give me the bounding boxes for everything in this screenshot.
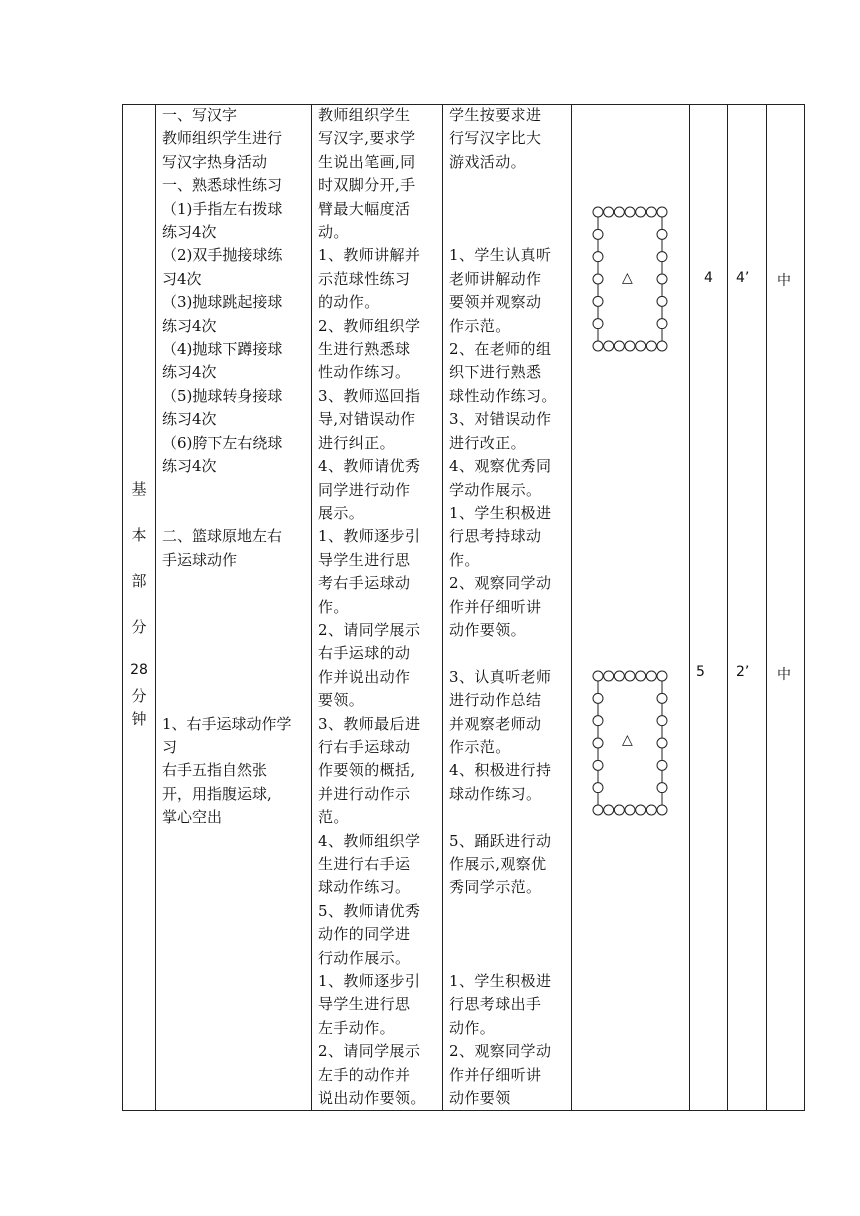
student-marker — [593, 341, 603, 351]
row2-intensity: 中 — [777, 667, 791, 683]
student-line: 并观察老师动 — [449, 714, 542, 733]
student-marker — [593, 229, 603, 239]
content-line: 一、熟悉球性练习 — [162, 176, 283, 195]
student-line: 进行动作总结 — [449, 691, 542, 710]
teacher-line: 动。 — [318, 223, 349, 242]
teacher-line: 球动作练习。 — [318, 878, 411, 897]
teacher-line: 3、教师最后进 — [318, 714, 421, 733]
student-line: 作示范。 — [449, 737, 511, 756]
teacher-line: 导学生进行思 — [318, 995, 411, 1014]
content-line — [162, 666, 308, 689]
student-line — [449, 198, 567, 221]
teacher-line: 1、教师逐步引 — [318, 972, 421, 991]
content-line: 掌心空出 — [162, 808, 223, 827]
content-line: （2)双手抛接球练 — [162, 246, 283, 265]
student-line — [449, 947, 567, 970]
content-line: 练习4次 — [162, 223, 217, 242]
student-line: 要领并观察动 — [449, 293, 542, 312]
teacher-line: 臂最大幅度活 — [318, 199, 411, 218]
content-line: 习4次 — [162, 269, 202, 288]
student-marker — [625, 207, 635, 217]
teacher-line: 生进行右手运 — [318, 855, 411, 873]
row1-count: 4 — [704, 270, 713, 286]
teacher-line: 作。 — [318, 597, 349, 616]
teacher-line: 2、请同学展示 — [318, 620, 421, 639]
student-marker — [614, 341, 624, 351]
teacher-line: 生进行熟悉球 — [318, 340, 411, 359]
student-marker — [657, 229, 667, 239]
student-marker — [636, 805, 646, 815]
teacher-line: 左手动作。 — [318, 1018, 396, 1037]
student-line: 动作要领 — [449, 1089, 511, 1108]
student-line: 动作要领。 — [449, 620, 527, 639]
student-marker — [593, 207, 603, 217]
col-divider — [766, 104, 767, 1111]
col-divider — [727, 104, 728, 1111]
student-line: 织下进行熟悉 — [449, 363, 542, 382]
student-marker — [657, 760, 667, 770]
student-marker — [604, 207, 614, 217]
teacher-line: 5、教师请优秀 — [318, 901, 421, 920]
content-line: （3)抛球跳起接球 — [162, 293, 283, 312]
content-line: 写汉字热身活动 — [162, 152, 268, 171]
teacher-line: 写汉字,要求学 — [318, 129, 416, 148]
content-line — [162, 619, 308, 642]
student-marker — [657, 296, 667, 306]
student-line: 秀同学示范。 — [449, 878, 542, 897]
student-marker — [604, 671, 614, 681]
student-marker — [657, 716, 667, 726]
student-marker — [593, 319, 603, 329]
content-line: （4)抛球下蹲接球 — [162, 340, 283, 359]
student-line: 作并仔细听讲 — [449, 597, 542, 616]
student-line: 行思考持球动 — [449, 527, 542, 546]
student-line — [449, 923, 567, 946]
student-line: 2、在老师的组 — [449, 340, 552, 359]
student-line: 2、观察同学动 — [449, 574, 552, 593]
student-line: 4、积极进行持 — [449, 761, 552, 780]
teacher-line: 行右手运球动 — [318, 737, 411, 756]
student-line: 1、学生积极进 — [449, 503, 552, 522]
teacher-line: 作并说出动作 — [318, 667, 411, 686]
student-marker — [625, 671, 635, 681]
student-marker — [604, 805, 614, 815]
student-marker — [593, 805, 603, 815]
teacher-line: 4、教师组织学 — [318, 831, 421, 850]
student-line: 1、学生积极进 — [449, 972, 552, 991]
section-char: 基 — [131, 480, 147, 498]
student-marker — [646, 805, 656, 815]
teacher-line: 示范球性练习 — [318, 269, 411, 288]
student-line: 3、认真听老师 — [449, 667, 552, 686]
student-marker — [593, 274, 603, 284]
student-line: 作并仔细听讲 — [449, 1065, 542, 1084]
student-marker — [636, 341, 646, 351]
section-unit-char: 分 — [131, 687, 147, 705]
student-line: 2、观察同学动 — [449, 1042, 552, 1061]
student-marker — [636, 671, 646, 681]
teacher-line: 动作的同学进 — [318, 925, 411, 944]
content-line — [162, 689, 308, 712]
student-marker — [657, 738, 667, 748]
student-marker — [657, 252, 667, 262]
student-marker — [625, 341, 635, 351]
teacher-line: 1、教师讲解并 — [318, 246, 421, 265]
student-marker — [646, 671, 656, 681]
row1-intensity: 中 — [777, 273, 791, 289]
student-line: 作展示,观察优 — [449, 855, 547, 873]
student-marker — [593, 716, 603, 726]
student-marker — [657, 783, 667, 793]
student-line: 老师讲解动作 — [449, 269, 542, 288]
teacher-line: 并进行动作示 — [318, 784, 411, 803]
col-divider — [689, 104, 690, 1111]
student-line — [449, 174, 567, 197]
teacher-line: 范。 — [318, 808, 349, 827]
student-marker — [657, 274, 667, 284]
teacher-line: 生说出笔画,同 — [318, 152, 416, 171]
student-line: 球动作练习。 — [449, 784, 542, 803]
content-line — [162, 502, 308, 525]
row2-count: 5 — [696, 664, 705, 680]
student-marker — [593, 693, 603, 703]
teacher-line: 同学进行动作 — [318, 480, 411, 499]
content-line: 二、篮球原地左右 — [162, 527, 283, 546]
teacher-line: 左手的动作并 — [318, 1065, 411, 1084]
student-marker — [636, 207, 646, 217]
student-line: 行写汉字比大 — [449, 129, 542, 148]
student-marker — [593, 738, 603, 748]
content-line: （5)抛球转身接球 — [162, 386, 283, 405]
content-line — [162, 596, 308, 619]
col-divider — [442, 104, 443, 1111]
teacher-line: 行动作展示。 — [318, 948, 411, 967]
student-line: 行思考球出手 — [449, 995, 542, 1014]
content-line: 练习4次 — [162, 457, 217, 476]
student-line: 动作。 — [449, 1018, 496, 1037]
student-line: 游戏活动。 — [449, 152, 527, 171]
student-marker — [657, 693, 667, 703]
teacher-line: 进行纠正。 — [318, 433, 396, 452]
content-line — [162, 572, 308, 595]
col-divider — [155, 104, 156, 1111]
student-marker — [657, 207, 667, 217]
teacher-activity-column — [318, 104, 436, 1110]
student-line: 4、观察优秀同 — [449, 457, 552, 476]
teacher-line: 2、请同学展示 — [318, 1042, 421, 1061]
student-line — [449, 806, 567, 829]
section-unit-char: 钟 — [131, 710, 147, 728]
student-marker — [614, 805, 624, 815]
col-divider — [311, 104, 312, 1111]
student-line: 作。 — [449, 550, 480, 569]
col-divider — [571, 104, 572, 1111]
student-line: 1、学生认真听 — [449, 246, 552, 265]
student-marker — [625, 805, 635, 815]
teacher-line: 导,对错误动作 — [318, 410, 416, 429]
content-line: 右手五指自然张 — [162, 761, 268, 780]
diagram-teacher-mark-1: △ — [622, 270, 633, 286]
content-line: （1)手指左右拨球 — [162, 199, 283, 218]
content-line — [162, 642, 308, 665]
content-line: 练习4次 — [162, 363, 217, 382]
student-marker — [593, 671, 603, 681]
student-line: 进行改正。 — [449, 433, 527, 452]
student-marker — [593, 760, 603, 770]
student-line: 作示范。 — [449, 316, 511, 335]
teacher-line: 的动作。 — [318, 293, 380, 312]
teacher-line: 展示。 — [318, 503, 365, 522]
teacher-line: 时双脚分开,手 — [318, 176, 416, 195]
section-char: 分 — [131, 618, 147, 636]
diagram-teacher-mark-2: △ — [622, 732, 633, 748]
teacher-line: 右手运球的动 — [318, 644, 411, 663]
student-line — [449, 642, 567, 665]
row2-time: 2’ — [736, 664, 750, 680]
student-marker — [657, 671, 667, 681]
student-line: 球性动作练习。 — [449, 386, 557, 405]
student-marker — [646, 207, 656, 217]
teacher-line: 1、教师逐步引 — [318, 527, 421, 546]
student-marker — [646, 341, 656, 351]
teacher-line: 考右手运球动 — [318, 574, 411, 593]
content-line: 一、写汉字 — [162, 106, 238, 124]
content-line: （6)胯下左右绕球 — [162, 433, 283, 452]
student-marker — [604, 341, 614, 351]
teacher-line: 教师组织学生 — [318, 106, 411, 124]
student-marker — [657, 319, 667, 329]
teacher-line: 4、教师请优秀 — [318, 457, 421, 476]
content-line — [162, 479, 308, 502]
student-marker — [614, 207, 624, 217]
teacher-line: 要领。 — [318, 691, 365, 710]
student-marker — [593, 783, 603, 793]
section-label — [125, 478, 153, 731]
student-marker — [593, 296, 603, 306]
student-line — [449, 900, 567, 923]
content-line: 练习4次 — [162, 316, 217, 335]
row1-time: 4’ — [736, 270, 750, 286]
teacher-line: 作要领的概括, — [318, 761, 416, 780]
student-line: 3、对错误动作 — [449, 410, 552, 429]
student-line: 5、踊跃进行动 — [449, 831, 552, 850]
teacher-line: 2、教师组织学 — [318, 316, 421, 335]
teacher-line: 性动作练习。 — [318, 363, 411, 382]
content-line: 手运球动作 — [162, 550, 238, 569]
section-minutes: 28 — [130, 662, 148, 678]
content-line: 开，用指腹运球, — [162, 784, 272, 803]
student-line: 学动作展示。 — [449, 480, 542, 499]
student-line: 学生按要求进 — [449, 106, 542, 124]
student-marker — [657, 805, 667, 815]
student-marker — [614, 671, 624, 681]
section-char: 部 — [131, 572, 147, 590]
content-line: 习 — [162, 737, 178, 756]
content-line: 练习4次 — [162, 410, 217, 429]
teacher-line: 导学生进行思 — [318, 550, 411, 569]
student-marker — [657, 341, 667, 351]
teacher-line: 3、教师巡回指 — [318, 386, 421, 405]
student-activity-column — [449, 104, 567, 1110]
section-char: 本 — [131, 526, 147, 544]
teacher-line: 说出动作要领。 — [318, 1089, 426, 1108]
content-column — [162, 104, 308, 830]
content-line: 教师组织学生进行 — [162, 129, 283, 148]
student-line — [449, 221, 567, 244]
content-line: 1、右手运球动作学 — [162, 714, 292, 733]
student-marker — [593, 252, 603, 262]
